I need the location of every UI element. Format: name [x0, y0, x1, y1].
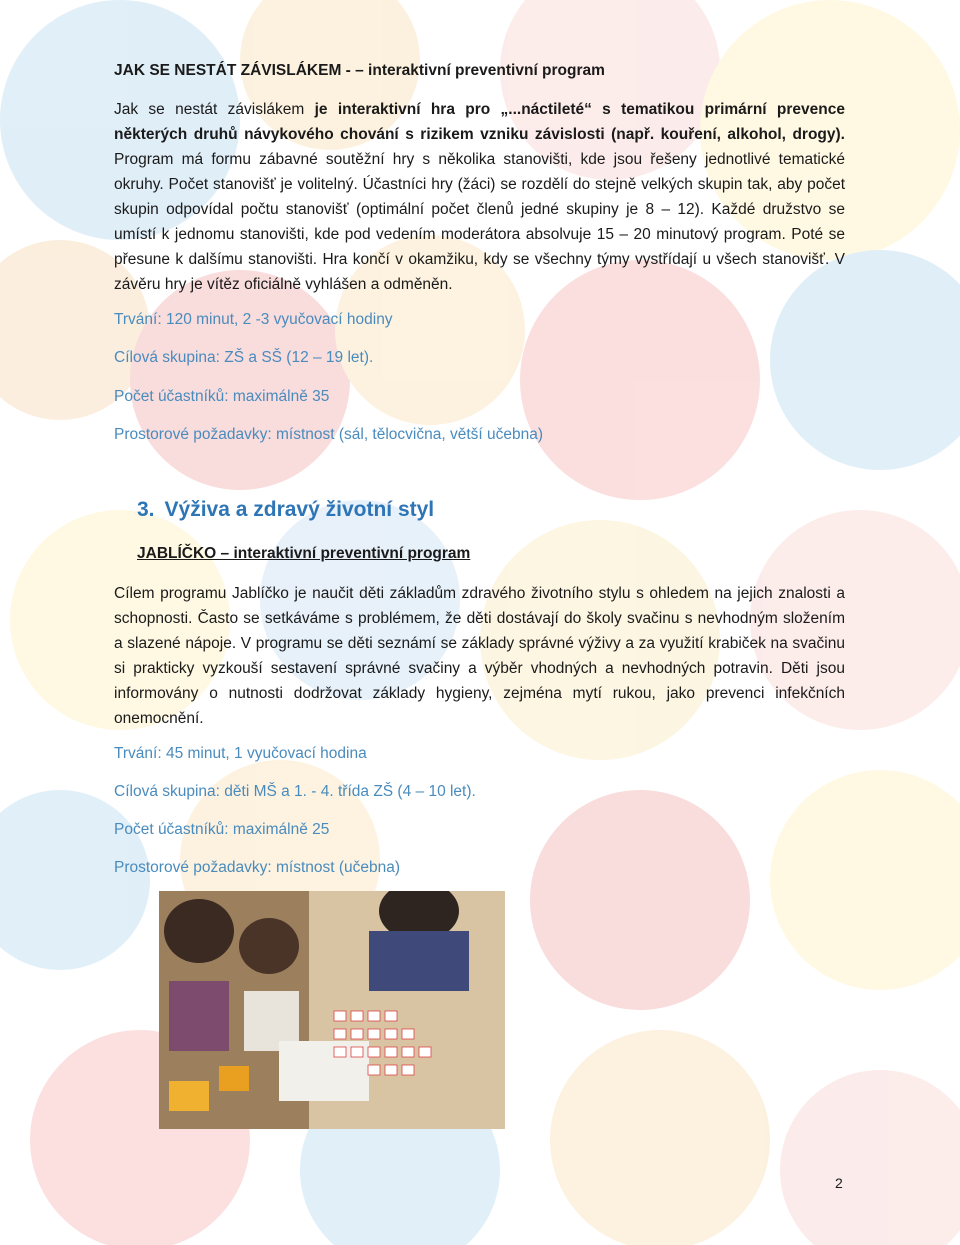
section2-participants: Počet účastníků: maximálně 25: [114, 821, 330, 838]
section1-participants: Počet účastníků: maximálně 35: [114, 388, 330, 405]
section2-title-text: Výživa a zdravý životní styl: [164, 498, 435, 521]
section1-paragraph: [114, 97, 845, 297]
section1-body-text: Program má formu zábavné soutěžní hry s několika stanovišti, kde jsou řešeny jednotlivé tematické okruhy. Počet stanovišť je volitelný. Účastníci hry (žáci) se rozdělí do stejně velkých skupin tak, aby počet skupin odpovídal počtu stanovišť (optimální počet členů jedné skupiny je 8 – 12). Každé družstvo se umístí k jednomu stanovišti, kde pod vedením moderátora absolvuje 15 – 20 minutový program. Poté se přesune k dalšímu stanovišti. Hra končí v okamžiku, kdy se všechny týmy vystřídají u všech stanovišť. V závěru hry je vítěz oficiálně vyhlášen a odměněn.: [114, 151, 845, 293]
section2-duration: Trvání: 45 minut, 1 vyučovací hodina: [114, 745, 367, 762]
intro-plain-text: Jak se nestát závislákem: [114, 101, 315, 118]
section2-target-group: Cílová skupina: děti MŠ a 1. - 4. třída ZŠ (4 – 10 let).: [114, 783, 476, 800]
section2-subheading: JABLÍČKO – interaktivní preventivní program: [137, 545, 471, 562]
section2-paragraph: Cílem programu Jablíčko je naučit děti základům zdravého životního stylu s ohledem na jejich znalosti a schopnosti. Často se setkáváme s problémem, že děti dostávají do školy svačinu s nevhodným složením a slazené nápoje. V programu se děti seznámí se základy správné výživy a za využití krabiček na svačinu si prakticky vyzkouší sestavení správné svačiny a výběr vhodných a nevhodných potravin. Děti jsou informovány o nutnosti dodržovat základy hygieny, zejména mytí rukou, jako prevenci infekčních onemocnění.: [114, 585, 845, 727]
section2-title: [137, 498, 434, 522]
section1-target-group: Cílová skupina: ZŠ a SŠ (12 – 19 let).: [114, 349, 374, 366]
section2-space: Prostorové požadavky: místnost (učebna): [114, 859, 401, 876]
section1-heading: JAK SE NESTÁT ZÁVISLÁKEM - – interaktivní preventivní program: [114, 62, 605, 79]
section1-space: Prostorové požadavky: místnost (sál, tělocvična, větší učebna): [114, 426, 544, 443]
intro-bold-text: je interaktivní hra pro „...náctileté“ s tematikou primární prevence některých druhů návykového chování s rizikem vzniku závislosti (např. kouření, alkohol, drogy).: [114, 101, 845, 143]
page-number: 2: [835, 1175, 843, 1191]
section2-number: 3.: [137, 498, 155, 521]
section1-duration: Trvání: 120 minut, 2 -3 vyučovací hodiny: [114, 311, 393, 328]
classroom-photo: [159, 891, 505, 1129]
